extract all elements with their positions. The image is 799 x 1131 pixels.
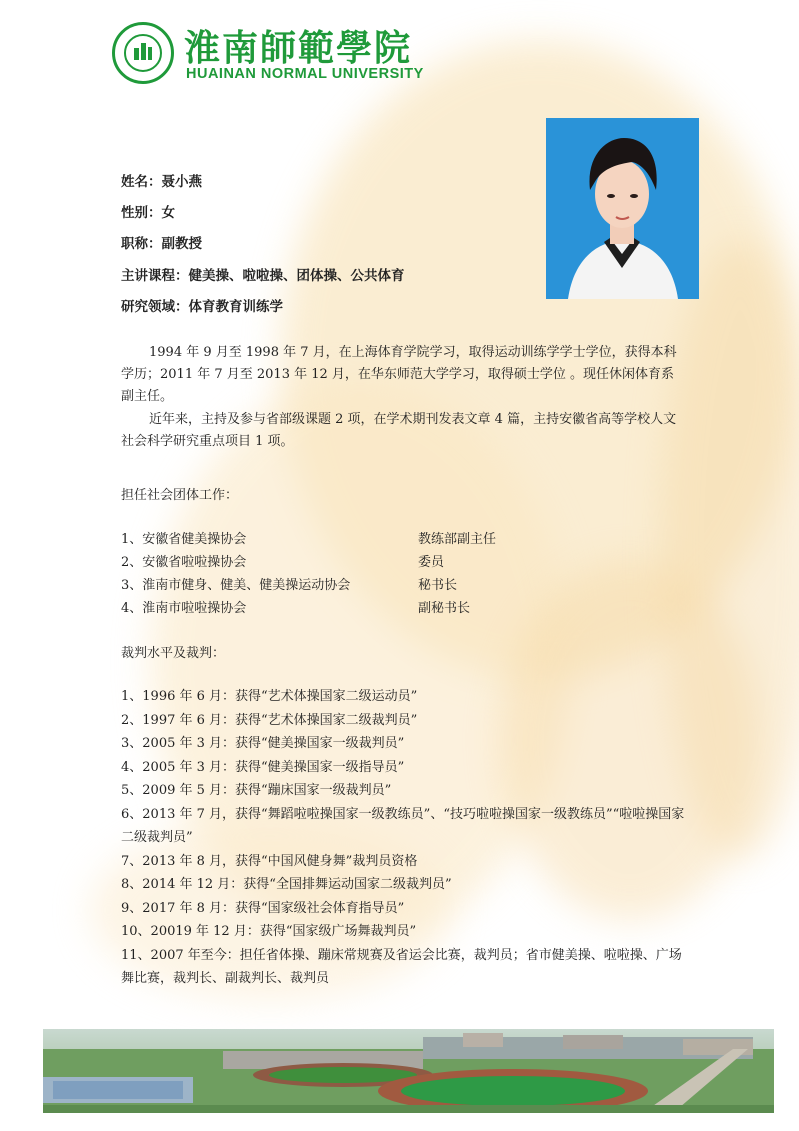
list-item: 3、2005 年 3 月：获得“健美操国家一级裁判员” (121, 736, 405, 751)
list-item: 8、2014 年 12 月：获得“全国排舞运动国家二级裁判员” (121, 877, 452, 892)
social-role-org: 1、安徽省健美操协会 (121, 532, 247, 547)
university-name-en: HUAINAN NORMAL UNIVERSITY (186, 66, 424, 82)
university-seal-icon (112, 22, 174, 84)
social-role-org: 2、安徽省啦啦操协会 (121, 555, 247, 570)
list-item: 11、2007 年至今：担任省体操、蹦床常规赛及省运会比赛，裁判员；省市健美操、啦啦操、广场舞比赛，裁判长、副裁判长、裁判员 (121, 947, 682, 986)
profile-research: 研究领域：体育教育训练学 (121, 299, 283, 315)
social-role-position: 委员 (418, 555, 445, 570)
university-name-cn: 淮南師範學院 (184, 28, 413, 69)
social-roles-heading: 担任社会团体工作： (121, 488, 239, 503)
campus-aerial-banner (43, 1029, 774, 1113)
list-item: 2、1997 年 6 月：获得“艺术体操国家二级裁判员” (121, 712, 418, 728)
referee-list (121, 685, 686, 991)
list-item: 6、2013 年 7 月，获得“舞蹈啦啦操国家一级教练员”、“技巧啦啦操国家一级教练员”“啦啦操国家二级裁判员” (121, 806, 685, 845)
social-role-row (121, 597, 591, 616)
list-item: 7、2013 年 8 月，获得“中国风健身舞”裁判员资格 (121, 853, 418, 869)
profile-courses: 主讲课程：健美操、啦啦操、团体操、公共体育 (121, 268, 405, 284)
social-role-org: 3、淮南市健身、健美、健美操运动协会 (121, 578, 351, 593)
profile-title: 职称：副教授 (121, 236, 202, 252)
social-role-position: 副秘书长 (418, 601, 471, 616)
referee-heading: 裁判水平及裁判： (121, 646, 226, 661)
profile-name: 姓名：聂小燕 (121, 174, 202, 190)
list-item: 5、2009 年 5 月：获得“蹦床国家一级裁判员” (121, 783, 392, 798)
social-role-position: 教练部副主任 (418, 532, 497, 547)
bio-paragraph-education: 1994 年 9 月至 1998 年 7 月，在上海体育学院学习，取得运动训练学学士学位，获得本科学历；2011 年 7 月至 2013 年 12 月，在华东师范大学学习，取得硕士学位 。现任休闲体育系副主任。 (121, 345, 677, 404)
social-role-row (121, 551, 591, 570)
social-role-position: 秘书长 (418, 578, 458, 593)
list-item: 10、20019 年 12 月：获得“国家级广场舞裁判员” (121, 924, 417, 939)
university-logo (112, 22, 442, 86)
profile-photo (546, 118, 699, 299)
bio-paragraph-research: 近年来，主持及参与省部级课题 2 项，在学术期刊发表文章 4 篇，主持安徽省高等学校人文社会科学研究重点项目 1 项。 (121, 412, 677, 449)
list-item: 4、2005 年 3 月：获得“健美操国家一级指导员” (121, 759, 405, 775)
list-item: 9、2017 年 8 月：获得“国家级社会体育指导员” (121, 900, 405, 916)
social-role-row (121, 528, 591, 547)
list-item: 1、1996 年 6 月：获得“艺术体操国家二级运动员” (121, 689, 418, 704)
social-role-org: 4、淮南市啦啦操协会 (121, 601, 247, 616)
social-role-row (121, 574, 591, 593)
profile-gender: 性别：女 (121, 205, 175, 221)
